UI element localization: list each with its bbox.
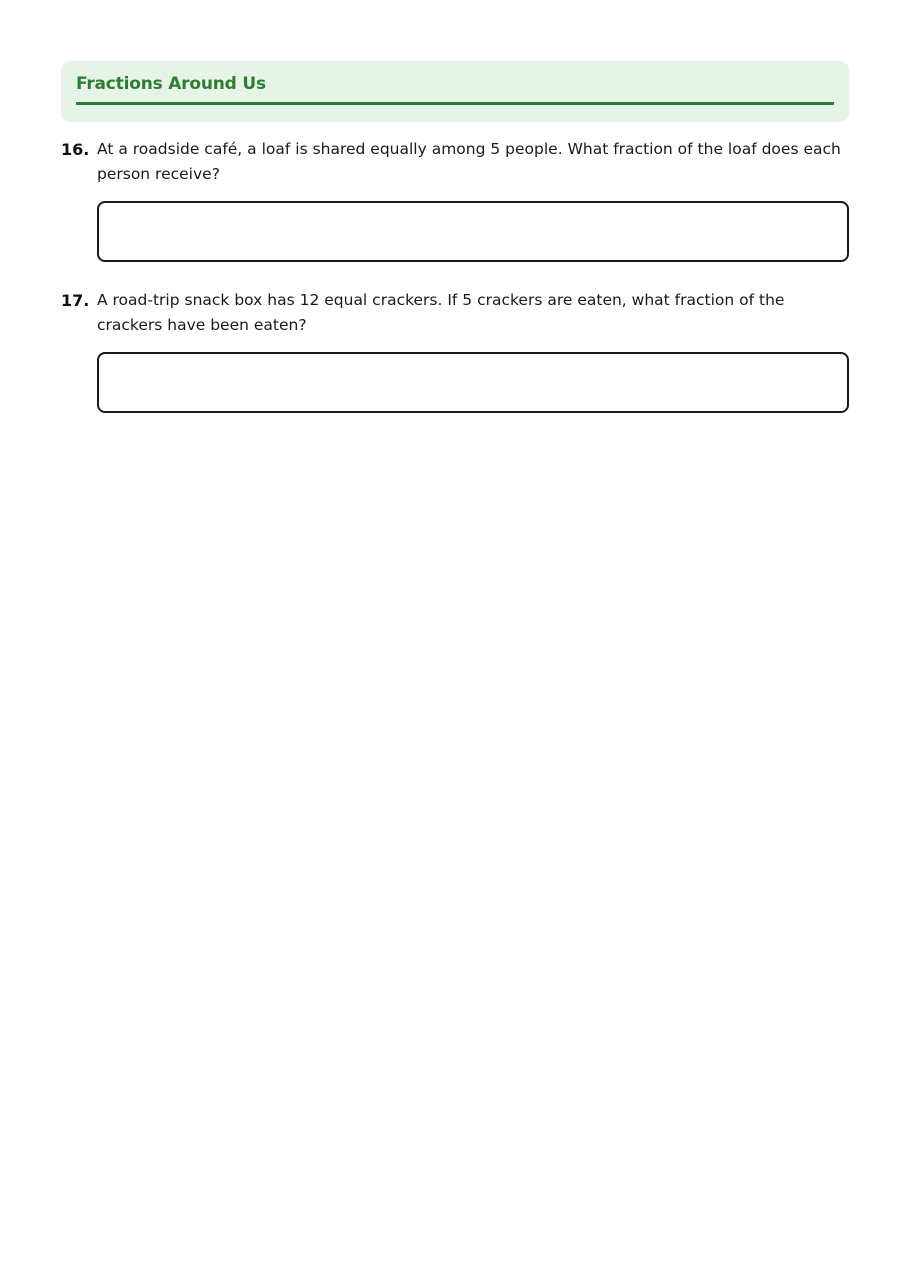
question-number: 17. [61,291,90,310]
question-row [61,137,849,187]
question-row [61,288,849,338]
question-17 [61,288,849,413]
question-text: A road-trip snack box has 12 equal crackers. If 5 crackers are eaten, what fraction of the crackers have been eaten? [97,291,785,334]
question-number: 16. [61,140,90,159]
answer-box[interactable] [97,201,849,262]
section-header [61,61,849,122]
answer-box[interactable] [97,352,849,413]
question-text: At a roadside café, a loaf is shared equally among 5 people. What fraction of the loaf does each person receive? [97,140,841,183]
section-title: Fractions Around Us [76,73,834,105]
question-16 [61,137,849,262]
